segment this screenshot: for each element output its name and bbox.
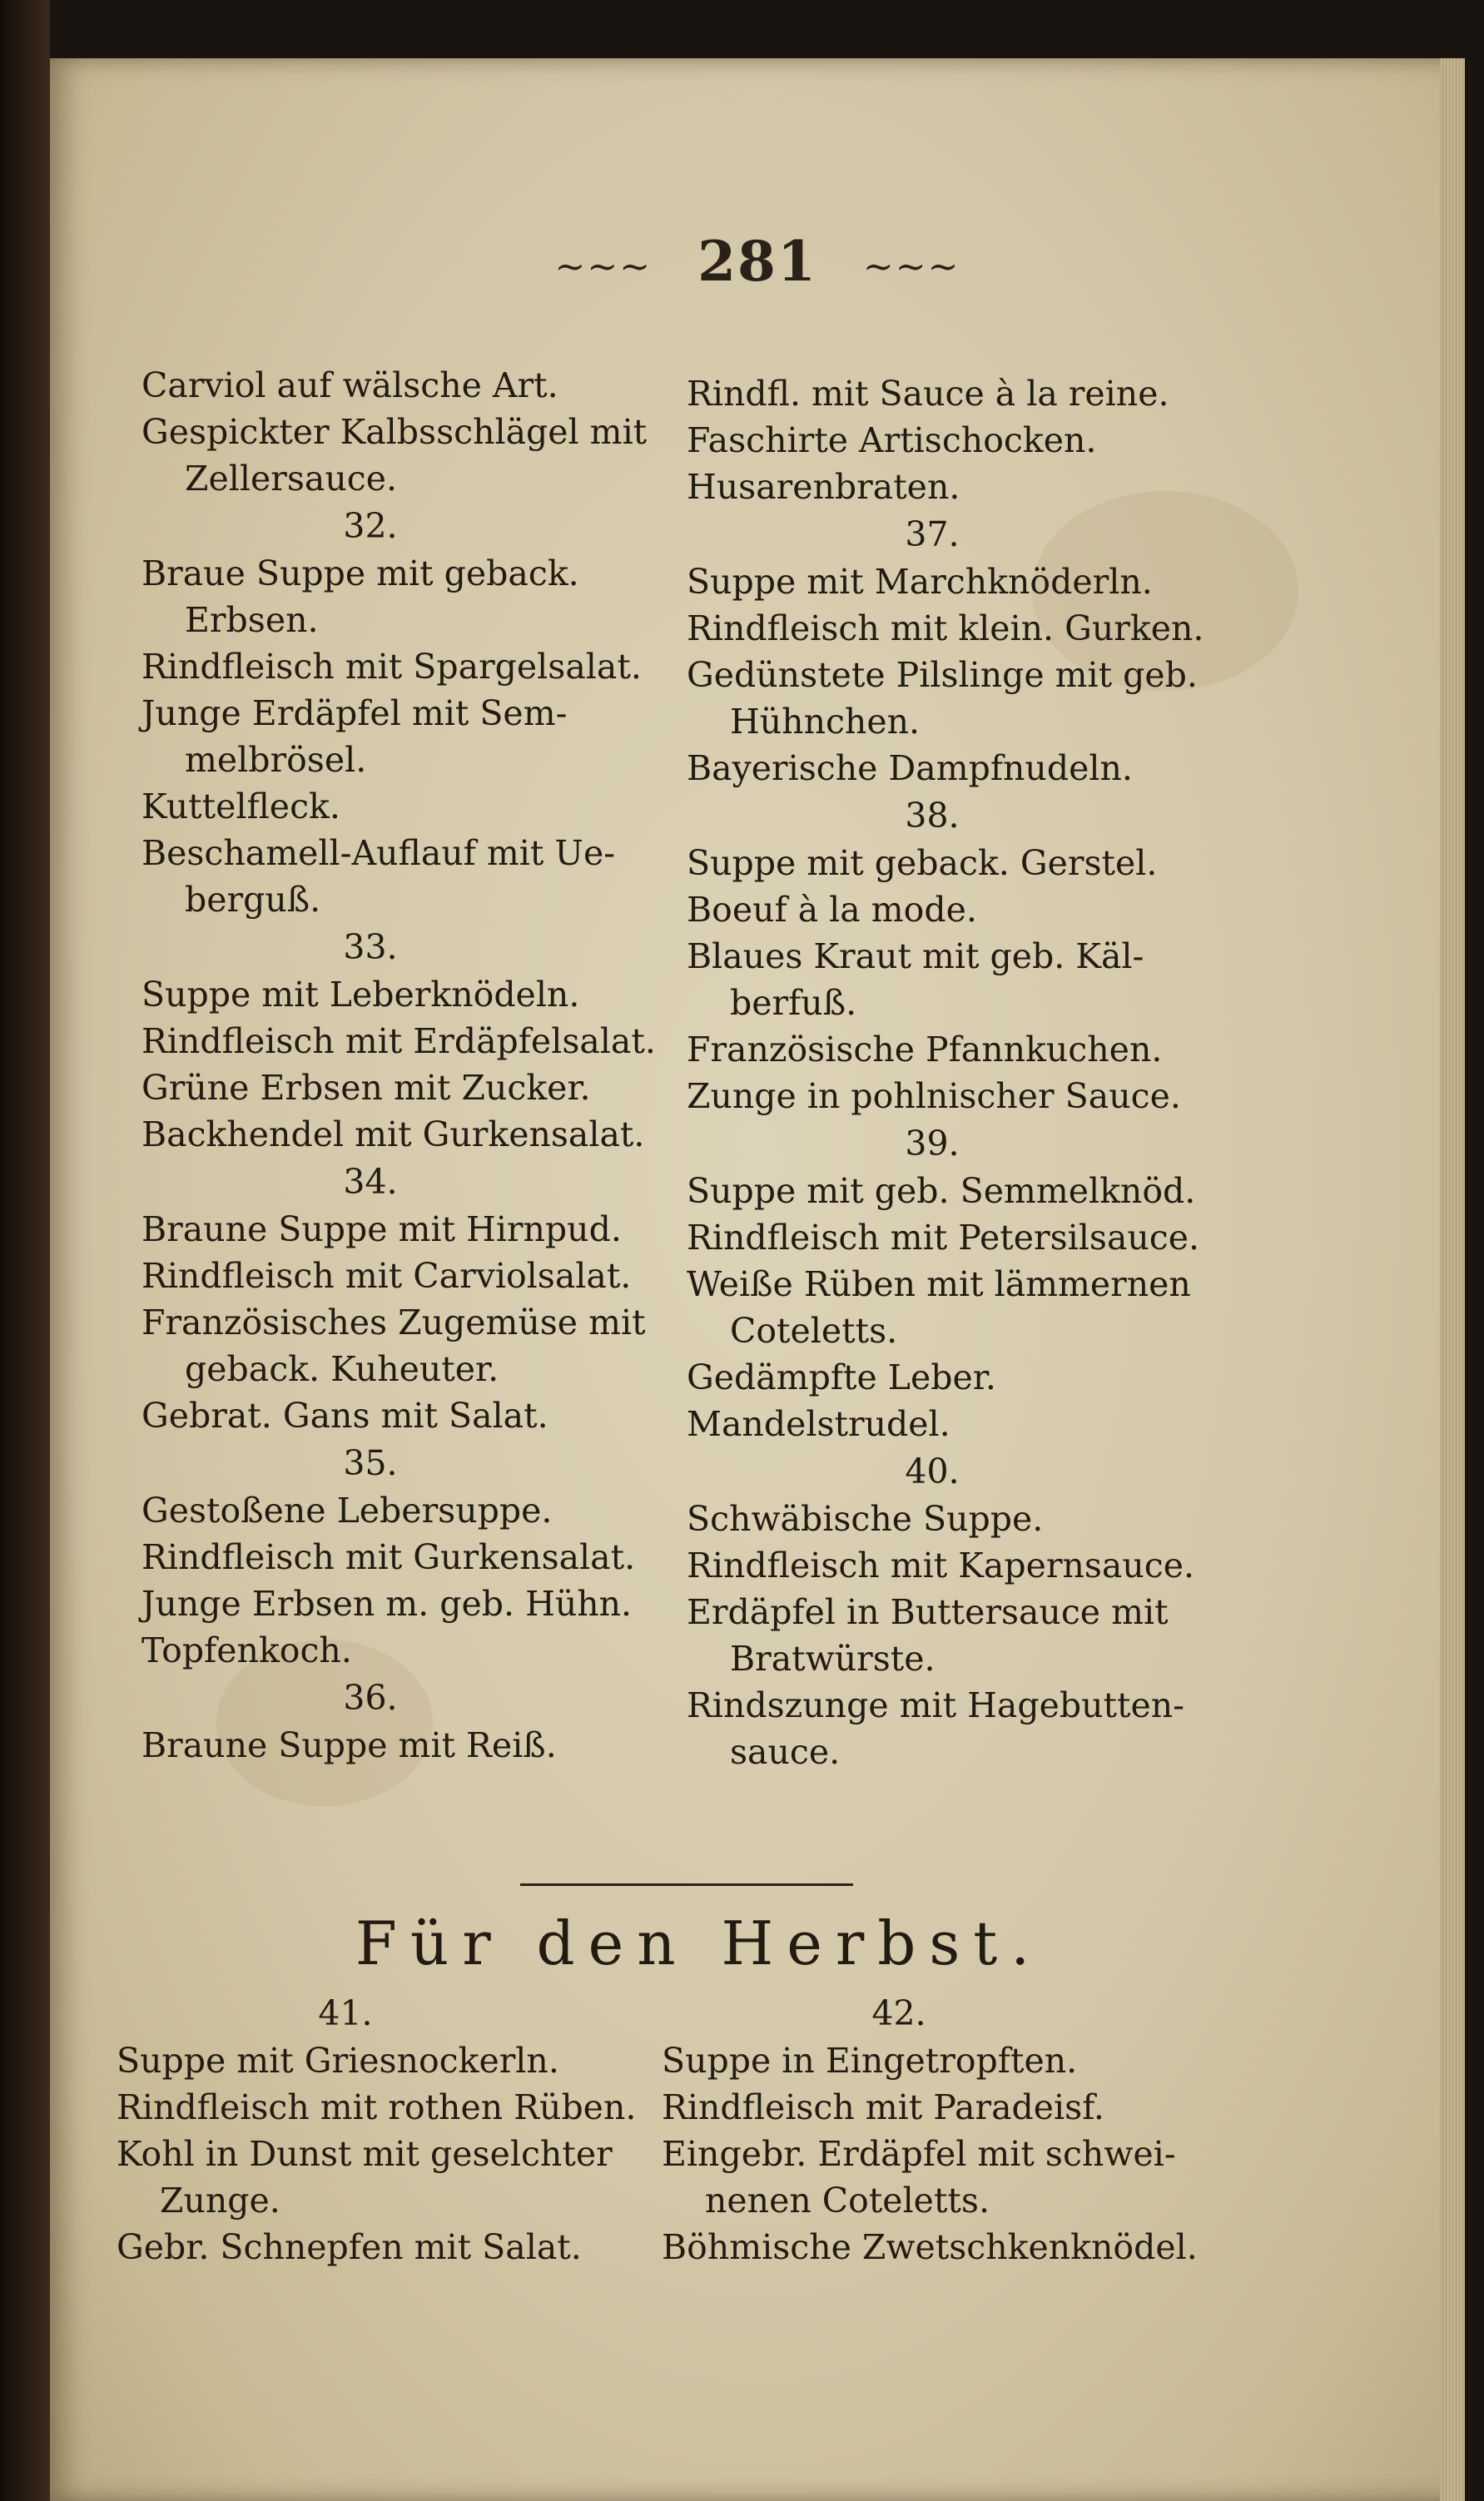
- menu-number: 40.: [905, 1451, 960, 1491]
- dish-entry: [141, 1580, 724, 1627]
- dish-line: Braune Suppe mit Reiß.: [141, 1725, 557, 1765]
- dish-line: Gedämpfte Leber.: [687, 1357, 996, 1397]
- dish-entry: [687, 558, 1303, 605]
- head-ornament-left: ~~~: [554, 245, 653, 288]
- menu-number: 42.: [871, 1993, 926, 2033]
- dish-line: Backhendel mit Gurkensalat.: [141, 1114, 645, 1154]
- dish-entry: [141, 1253, 724, 1299]
- dish-line: Rindfl. mit Sauce à la reine.: [687, 374, 1169, 414]
- dish-line-continued: nenen Coteletts.: [705, 2181, 990, 2221]
- dish-line: Junge Erbsen m. geb. Hühn.: [141, 1584, 633, 1624]
- dish-line: Suppe mit Leberknödeln.: [141, 975, 580, 1015]
- dish-line: Bayerische Dampfnudeln.: [687, 748, 1133, 788]
- dish-line: Junge Erdäpfel mit Sem-: [141, 693, 568, 733]
- dish-entry: [141, 409, 724, 502]
- menu-number: 34.: [343, 1162, 398, 1202]
- dish-entry: [141, 971, 724, 1018]
- dish-line-continued: Zellersauce.: [185, 459, 397, 499]
- dish-line: Grüne Erbsen mit Zucker.: [141, 1068, 591, 1108]
- dish-line: Gebrat. Gans mit Salat.: [141, 1396, 548, 1436]
- running-head: [50, 229, 1465, 294]
- dish-line: Beschamell-Auflauf mit Ue-: [141, 833, 616, 873]
- menu-number: 38.: [905, 796, 960, 836]
- dish-line-continued: sauce.: [730, 1732, 841, 1772]
- dish-entry: [687, 1401, 1303, 1447]
- dish-line: Gespickter Kalbsschlägel mit: [141, 412, 648, 452]
- dish-entry: [141, 550, 724, 643]
- dish-entry: [141, 1111, 724, 1158]
- dish-line-continued: berfuß.: [730, 983, 857, 1023]
- dish-line: Rindfleisch mit klein. Gurken.: [687, 608, 1204, 648]
- dish-line-continued: Bratwürste.: [730, 1639, 936, 1679]
- dish-line: Boeuf à la mode.: [687, 890, 977, 930]
- dish-line: Suppe mit geback. Gerstel.: [687, 843, 1158, 883]
- dish-line: Rindfleisch mit Paradeisf.: [662, 2087, 1104, 2127]
- dish-line: Suppe mit Marchknöderln.: [687, 562, 1153, 602]
- book-page: [50, 58, 1465, 2501]
- dish-entry: [687, 1073, 1303, 1119]
- dish-line: Suppe in Eingetropften.: [662, 2041, 1078, 2081]
- section-divider: [520, 1883, 853, 1886]
- dish-entry: [141, 690, 724, 783]
- section-heading: Für den Herbst.: [355, 1908, 1044, 1978]
- bottom-left-column: [117, 1989, 699, 2270]
- menu-number: 35.: [343, 1443, 398, 1483]
- dish-line-continued: berguß.: [185, 880, 321, 920]
- menu-number: 37.: [905, 514, 960, 554]
- dish-line: Rindfleisch mit Erdäpfelsalat.: [141, 1021, 656, 1061]
- dish-entry: [687, 605, 1303, 652]
- dish-entry: [141, 362, 724, 409]
- dish-line: Französisches Zugemüse mit: [141, 1303, 646, 1342]
- dish-entry: [687, 1542, 1303, 1589]
- dish-line: Faschirte Artischocken.: [687, 420, 1097, 460]
- dish-entry: [687, 745, 1303, 791]
- dish-entry: [687, 417, 1303, 464]
- dish-line: Zunge in pohlnischer Sauce.: [687, 1076, 1181, 1116]
- dish-line: Husarenbraten.: [687, 467, 960, 507]
- page-edge: [1440, 58, 1465, 2501]
- dish-line: Weiße Rüben mit lämmernen: [687, 1264, 1191, 1304]
- dish-line: Erdäpfel in Buttersauce mit: [687, 1592, 1169, 1632]
- dish-line: Schwäbische Suppe.: [687, 1499, 1044, 1539]
- dish-entry: [687, 933, 1303, 1026]
- left-column: [141, 362, 724, 1769]
- dish-entry: [141, 1627, 724, 1674]
- head-ornament-right: ~~~: [862, 245, 960, 288]
- dish-entry: [687, 1682, 1303, 1775]
- dish-line: Böhmische Zwetschkenknödel.: [662, 2227, 1198, 2267]
- dish-line: Blaues Kraut mit geb. Käl-: [687, 936, 1144, 976]
- dish-line: Rindfleisch mit Spargelsalat.: [141, 647, 642, 687]
- dish-line: Gebr. Schnepfen mit Salat.: [117, 2227, 582, 2267]
- dish-entry: [662, 2037, 1261, 2084]
- dish-line: Braune Suppe mit Hirnpud.: [141, 1209, 622, 1249]
- dish-line: Rindszunge mit Hagebutten-: [687, 1685, 1184, 1725]
- dish-line: Suppe mit geb. Semmelknöd.: [687, 1171, 1196, 1211]
- dish-entry: [141, 1299, 724, 1392]
- dish-entry: [687, 840, 1303, 886]
- dish-entry: [662, 2131, 1261, 2224]
- dish-entry: [687, 1354, 1303, 1401]
- dish-line-continued: melbrösel.: [185, 740, 367, 780]
- dish-entry: [141, 1487, 724, 1534]
- dish-line: Rindfleisch mit Kapernsauce.: [687, 1546, 1195, 1585]
- dish-entry: [687, 370, 1303, 417]
- dish-line: Gedünstete Pilslinge mit geb.: [687, 655, 1198, 695]
- dish-line-continued: Zunge.: [160, 2181, 280, 2221]
- dish-line: Rindfleisch mit Gurkensalat.: [141, 1537, 636, 1577]
- menu-number: 39.: [905, 1124, 960, 1164]
- menu-number: 32.: [343, 506, 398, 546]
- dish-entry: [687, 1214, 1303, 1261]
- dish-entry: [687, 1026, 1303, 1073]
- dish-line: Mandelstrudel.: [687, 1404, 950, 1444]
- dish-entry: [687, 652, 1303, 745]
- page-number: 281: [697, 229, 817, 294]
- dish-entry: [141, 830, 724, 923]
- right-column: [687, 370, 1303, 1775]
- dish-entry: [141, 1722, 724, 1769]
- dish-entry: [141, 1064, 724, 1111]
- book-binding: [0, 0, 50, 2501]
- menu-number: 36.: [343, 1678, 398, 1718]
- dish-entry: [141, 1206, 724, 1253]
- dish-entry: [687, 464, 1303, 510]
- dish-entry: [687, 1168, 1303, 1214]
- dish-entry: [141, 1392, 724, 1439]
- dish-line: Gestoßene Lebersuppe.: [141, 1491, 553, 1531]
- dish-line: Rindfleisch mit rothen Rüben.: [117, 2087, 637, 2127]
- dish-entry: [662, 2084, 1261, 2131]
- dish-entry: [687, 1261, 1303, 1354]
- dish-entry: [687, 886, 1303, 933]
- dish-line: Kuttelfleck.: [141, 787, 340, 826]
- dish-line: Topfenkoch.: [141, 1630, 352, 1670]
- dish-line-continued: Coteletts.: [730, 1311, 898, 1351]
- dish-line: Braue Suppe mit geback.: [141, 553, 579, 593]
- dish-entry: [117, 2037, 699, 2084]
- dish-line: Kohl in Dunst mit geselchter: [117, 2134, 613, 2174]
- dish-entry: [141, 1018, 724, 1064]
- dish-line-continued: geback. Kuheuter.: [185, 1349, 499, 1389]
- dish-line: Suppe mit Griesnockerln.: [117, 2041, 559, 2081]
- dish-entry: [141, 643, 724, 690]
- dish-line: Eingebr. Erdäpfel mit schwei-: [662, 2134, 1176, 2174]
- dish-entry: [662, 2224, 1261, 2270]
- dish-line-continued: Hühnchen.: [730, 702, 921, 742]
- dish-line: Französische Pfannkuchen.: [687, 1030, 1163, 1069]
- dish-entry: [687, 1496, 1303, 1542]
- dish-entry: [687, 1589, 1303, 1682]
- dish-line-continued: Erbsen.: [185, 600, 319, 640]
- dish-entry: [117, 2224, 699, 2270]
- dish-entry: [117, 2084, 699, 2131]
- menu-number: 33.: [343, 927, 398, 967]
- menu-number: 41.: [318, 1993, 373, 2033]
- dish-line: Rindfleisch mit Petersilsauce.: [687, 1218, 1200, 1258]
- dish-entry: [141, 1534, 724, 1580]
- dish-line: Rindfleisch mit Carviolsalat.: [141, 1256, 632, 1296]
- dish-entry: [141, 783, 724, 830]
- bottom-right-column: [662, 1989, 1261, 2270]
- dish-line: Carviol auf wälsche Art.: [141, 365, 558, 405]
- dish-entry: [117, 2131, 699, 2224]
